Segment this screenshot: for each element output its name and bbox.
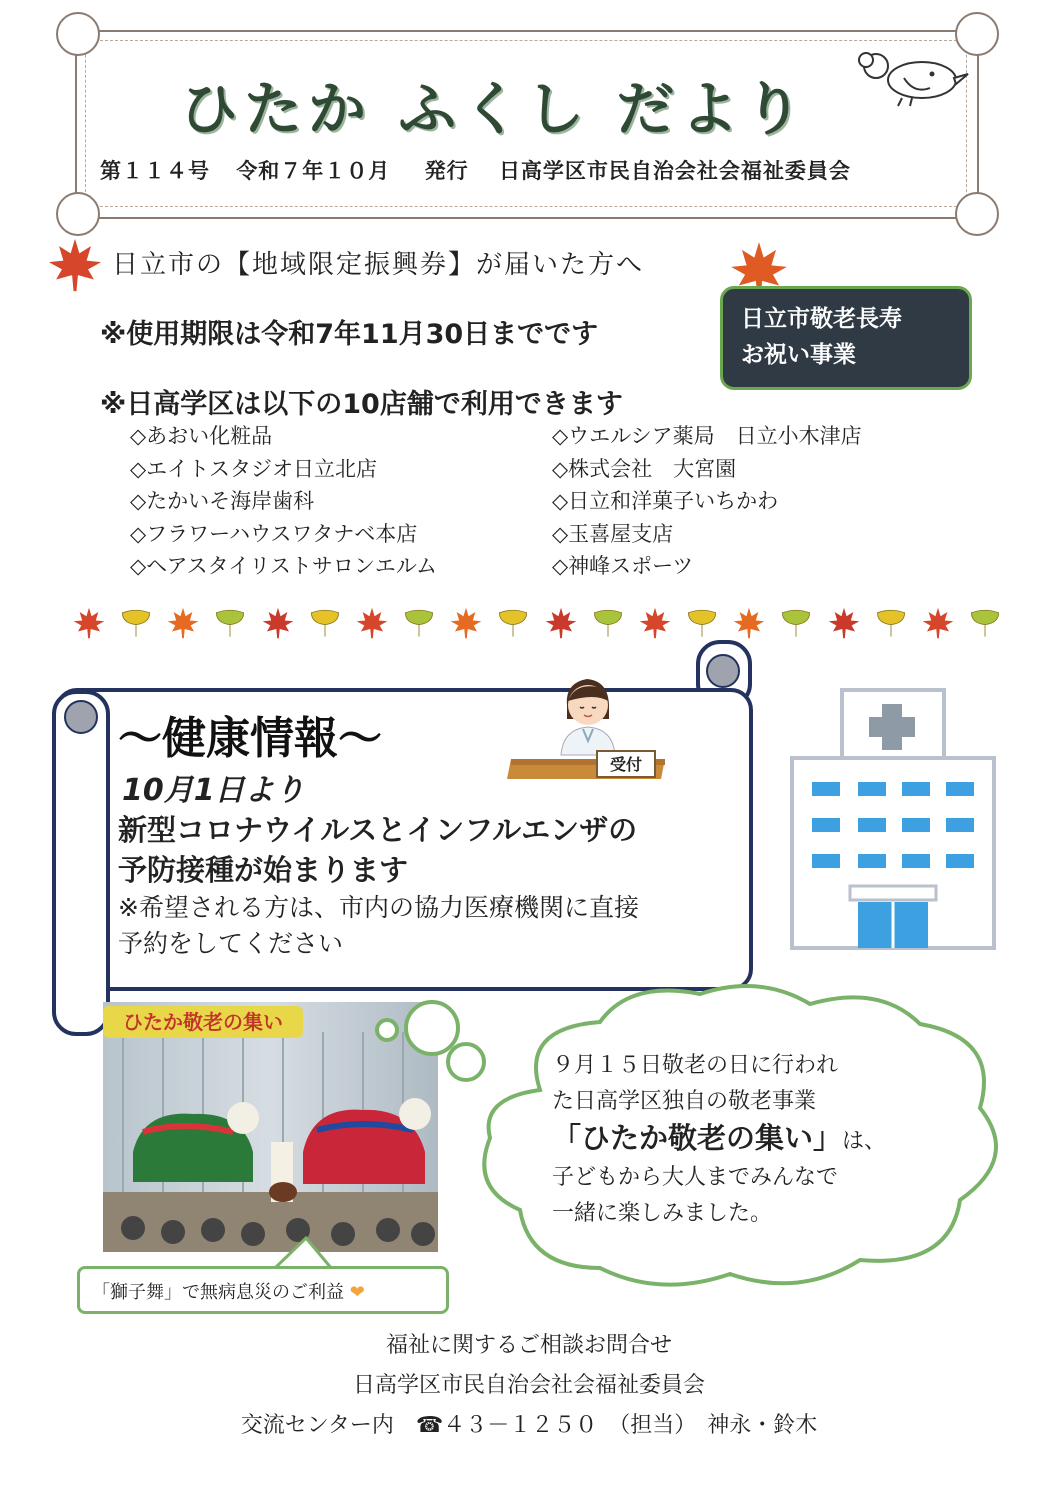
maple-leaf-icon — [921, 606, 955, 640]
ginkgo-leaf-icon — [213, 606, 247, 640]
event-name-line — [552, 1120, 886, 1160]
leaf-divider — [72, 605, 1002, 641]
issue-date: 令和７年１０月 — [236, 159, 391, 183]
caption-text: 「獅子舞」で無病息災のご利益 — [92, 1282, 344, 1303]
event-line: た日高学区独自の敬老事業 — [552, 1089, 817, 1114]
photo-caption — [92, 1278, 365, 1304]
health-headline: 予防接種が始まります — [118, 853, 409, 887]
publisher-name: 日高学区市民自治会社会福祉委員会 — [498, 159, 851, 183]
hospital-icon — [788, 688, 998, 953]
event-description — [552, 1048, 886, 1232]
ginkgo-leaf-icon — [402, 606, 436, 640]
store-item: ◇玉喜屋支店 — [552, 521, 674, 546]
maple-leaf-icon — [261, 606, 295, 640]
store-area-note: ※日高学区は以下の10店舗で利用できます — [100, 389, 623, 420]
newsletter-title: ひたか ふくし だより — [180, 75, 809, 143]
health-date: 10月1日より — [122, 773, 305, 808]
store-list-right — [552, 420, 862, 583]
maple-leaf-icon — [544, 606, 578, 640]
store-item: ◇あおい化粧品 — [130, 424, 273, 448]
store-item: ◇ウエルシア薬局 日立小木津店 — [552, 424, 862, 448]
footer-heading: 福祉に関するご相談お問合せ — [385, 1333, 672, 1358]
footer-contact: 交流センター内 ☎４３－１２５０ （担当） 神永・鈴木 — [240, 1413, 818, 1438]
ginkgo-leaf-icon — [779, 606, 813, 640]
publisher-label: 発行 — [424, 159, 469, 183]
receptionist-illustration — [505, 655, 670, 785]
maple-leaf-icon — [166, 606, 200, 640]
issue-line — [100, 155, 851, 185]
bird-icon — [852, 48, 972, 108]
heart-icon: ❤ — [349, 1282, 365, 1303]
scroll-curl-left — [52, 690, 110, 1036]
event-line: は、 — [842, 1129, 887, 1154]
store-item: ◇日立和洋菓子いちかわ — [552, 489, 779, 513]
issue-number: 第１１４号 — [100, 159, 210, 183]
health-note-line: 予約をしてください — [118, 929, 344, 958]
photo-banner-text: ひたか敬老の集い — [123, 1010, 283, 1034]
maple-leaf-icon — [355, 606, 389, 640]
ginkgo-leaf-icon — [968, 606, 1002, 640]
ginkgo-leaf-icon — [685, 606, 719, 640]
health-note-line: ※希望される方は、市内の協力医療機関に直接 — [118, 893, 639, 922]
event-line: 子どもから大人までみんなで — [552, 1165, 839, 1190]
maple-leaf-icon — [72, 606, 106, 640]
maple-leaf-icon — [449, 606, 483, 640]
store-item: ◇ヘアスタイリストサロンエルム — [130, 554, 437, 578]
store-item: ◇フラワーハウスワタナベ本店 — [130, 521, 418, 546]
badge-line: お祝い事業 — [741, 342, 856, 368]
store-item: ◇エイトスタジオ日立北店 — [130, 456, 377, 481]
event-name: 「ひたか敬老の集い」 — [552, 1121, 843, 1155]
event-line: 一緒に楽しみました。 — [552, 1201, 773, 1226]
store-item: ◇株式会社 大宮園 — [552, 456, 737, 481]
maple-leaf-icon — [827, 606, 861, 640]
health-note — [118, 890, 639, 962]
event-badge — [720, 286, 972, 390]
ginkgo-leaf-icon — [591, 606, 625, 640]
event-line: ９月１５日敬老の日に行われ — [552, 1053, 839, 1078]
ginkgo-leaf-icon — [119, 606, 153, 640]
reception-sign-text: 受付 — [609, 755, 643, 774]
ginkgo-leaf-icon — [308, 606, 342, 640]
store-list-left — [130, 420, 437, 583]
maple-leaf-icon — [732, 606, 766, 640]
voucher-deadline: ※使用期限は令和7年11月30日までです — [100, 319, 599, 350]
store-item: ◇たかいそ海岸歯科 — [130, 489, 315, 513]
badge-line: 日立市敬老長寿 — [741, 306, 902, 332]
health-headline: 新型コロナウイルスとインフルエンザの — [118, 813, 638, 847]
maple-leaf-icon — [46, 234, 104, 296]
frame-corner-ornament — [56, 12, 100, 56]
maple-leaf-icon — [638, 606, 672, 640]
ginkgo-leaf-icon — [874, 606, 908, 640]
store-item: ◇神峰スポーツ — [552, 554, 694, 578]
frame-corner-ornament — [56, 192, 100, 236]
health-title: ～健康情報～ — [118, 713, 382, 764]
ginkgo-leaf-icon — [496, 606, 530, 640]
frame-corner-ornament — [955, 192, 999, 236]
voucher-intro: 日立市の【地域限定振興券】が届いた方へ — [112, 250, 645, 280]
caption-pointer — [270, 1236, 340, 1270]
footer-organization: 日高学区市民自治会社会福祉委員会 — [352, 1373, 705, 1398]
